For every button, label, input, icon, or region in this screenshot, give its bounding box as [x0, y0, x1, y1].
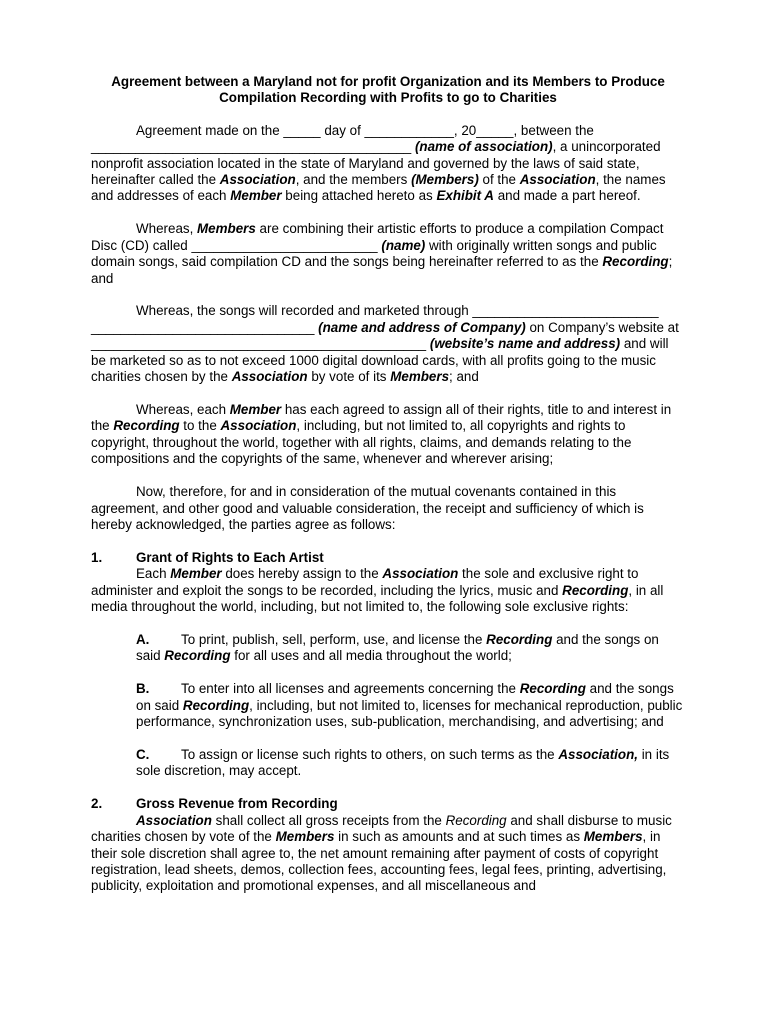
text-run: , in their sole discretion shall agree to, the net amount remaining after payment of costs of copyright registration, lead sheets, demos, collection fees, accounting fees, legal fees, printing, advertising, publicity, exploitation and promotional expenses, and all miscellaneous and [91, 829, 667, 894]
text-run: of the [478, 172, 520, 188]
text-run: Recording [164, 648, 231, 664]
subsection-b [136, 681, 685, 730]
text-run: and the songs on said [136, 681, 674, 713]
subsection-letter: C. [136, 747, 150, 762]
text-run: (Members) [411, 172, 479, 188]
section-2-heading [91, 796, 685, 812]
text-run: are combining their artistic efforts to produce a compilation Compact Disc (CD) called _________________________ [91, 221, 664, 253]
text-run: Members [583, 829, 643, 845]
text-run: Association [231, 369, 308, 385]
agreement-paragraph [91, 123, 685, 205]
text-run: To print, publish, sell, perform, use, and license the [181, 631, 487, 647]
text-run: Members [275, 829, 335, 845]
subsection-letter: B. [136, 681, 150, 697]
document-page [91, 74, 685, 911]
section-1-body [91, 566, 685, 615]
section-2 [91, 796, 685, 894]
title-line-1: Agreement between a Maryland not for profit Organization and its Members to Produce [111, 74, 665, 89]
text-run: for all uses and all media throughout the world; [230, 648, 512, 664]
text-run: , in all media throughout the world, including, but not limited to, the following sole exclusive rights: [91, 582, 664, 615]
subsection-a [136, 632, 685, 665]
text-run: has each agreed to assign all of their rights, title to and interest in the [91, 402, 672, 434]
text-run: Whereas, [136, 221, 198, 237]
now-therefore-paragraph [91, 484, 685, 533]
text-run: (website’s name and address) [429, 336, 621, 352]
section-number: 2. [91, 796, 103, 812]
title-line-2: Compilation Recording with Profits to go to Charities [219, 90, 557, 106]
text-run: Each [136, 566, 171, 582]
text-run: and shall disburse to music charities chosen by vote of the [91, 812, 672, 845]
text-run: Exhibit A [436, 188, 494, 204]
text-run: Recording [182, 697, 250, 713]
text-run: Member [170, 566, 222, 582]
whereas-paragraph-2 [91, 303, 685, 385]
text-run: Members [197, 221, 256, 237]
text-run: Members [390, 369, 450, 385]
text-run: To assign or license such rights to others, on such terms as the [181, 747, 559, 762]
document-title [91, 74, 685, 107]
text-run: Member [229, 402, 282, 417]
text-run: Association [219, 172, 296, 188]
text-run: Association [519, 172, 596, 188]
text-run: does hereby assign to the [221, 566, 383, 582]
text-run: Association [136, 812, 212, 828]
text-run: shall collect all gross receipts from the [211, 812, 446, 828]
text-run: , a unincorporated nonprofit association located in the state of Maryland and governed by the laws of said state, hereinafter called the [91, 139, 661, 188]
subsection-c [136, 747, 685, 780]
text-run: Recording [602, 254, 669, 270]
text-run: in its sole discretion, may accept. [136, 747, 670, 779]
section-1 [91, 550, 685, 616]
text-run: , the names and addresses of each [91, 172, 666, 204]
text-run: To enter into all licenses and agreements concerning the [181, 681, 520, 697]
text-run: Agreement made on the _____ day of ____________, 20_____, between the ___________________________________________ [91, 122, 594, 155]
text-run: (name of association) [414, 139, 553, 155]
text-run: Association [220, 418, 297, 434]
text-run: Member [230, 188, 282, 204]
text-run: on Company’s website at _____________________________________________ [91, 319, 679, 352]
text-run: Recording [445, 812, 507, 828]
text-run: and made a part hereof. [493, 188, 641, 204]
text-run: Whereas, each [136, 402, 230, 417]
text-run: and the songs on said [136, 631, 659, 664]
text-run: (name) [381, 237, 426, 253]
section-heading: Gross Revenue from Recording [136, 796, 338, 812]
text-run: in such as amounts and at such times as [334, 829, 584, 845]
text-run: Whereas, the songs will recorded and marketed through _________________________ ______________________________ [91, 303, 659, 335]
text-run: to the [179, 418, 221, 434]
text-run: by vote of its [307, 369, 391, 385]
subsection-letter: A. [136, 631, 150, 647]
text-run: and will be marketed so as to not exceed 1000 digital download cards, with all profits going to the music charities chosen by the [91, 336, 669, 385]
text-run: Recording [486, 631, 553, 647]
text-run: ; and [449, 369, 479, 385]
text-run: , including, but not limited to, all copyrights and rights to copyright, throughout the world, together with all rights, claims, and demands relating to the compositions and the copyrights of the same, whenever and wherever arising; [91, 418, 632, 467]
text-run: being attached hereto as [281, 188, 437, 204]
text-run: Recording [519, 681, 586, 697]
text-run: , and the members [295, 172, 412, 188]
section-2-body [91, 813, 685, 895]
text-run: the sole and exclusive right to administer and exploit the songs to be recorded, including the lyrics, music and [91, 566, 639, 598]
text-run: Recording [562, 582, 629, 598]
section-1-heading [91, 550, 685, 566]
text-run: Now, therefore, for and in consideration of the mutual covenants contained in this agreement, and other good and valuable consideration, the receipt and sufficiency of which is hereby acknowledged, the parties agree as follows: [91, 484, 644, 532]
text-run: with originally written songs and public domain songs, said compilation CD and the songs being hereinafter referred to as the [91, 237, 657, 270]
text-run: Association, [558, 747, 638, 762]
text-run: , including, but not limited to, licenses for mechanical reproduction, public performance, synchronization uses, sub-publication, merchandising, and advertising; and [136, 697, 683, 730]
section-heading: Grant of Rights to Each Artist [136, 549, 324, 565]
text-run: ; and [91, 254, 673, 286]
text-run: Recording [113, 418, 180, 434]
whereas-paragraph-1 [91, 221, 685, 287]
section-number: 1. [91, 549, 103, 565]
whereas-paragraph-3 [91, 402, 685, 468]
text-run: (name and address of Company) [318, 319, 526, 335]
text-run: Association [382, 566, 459, 582]
